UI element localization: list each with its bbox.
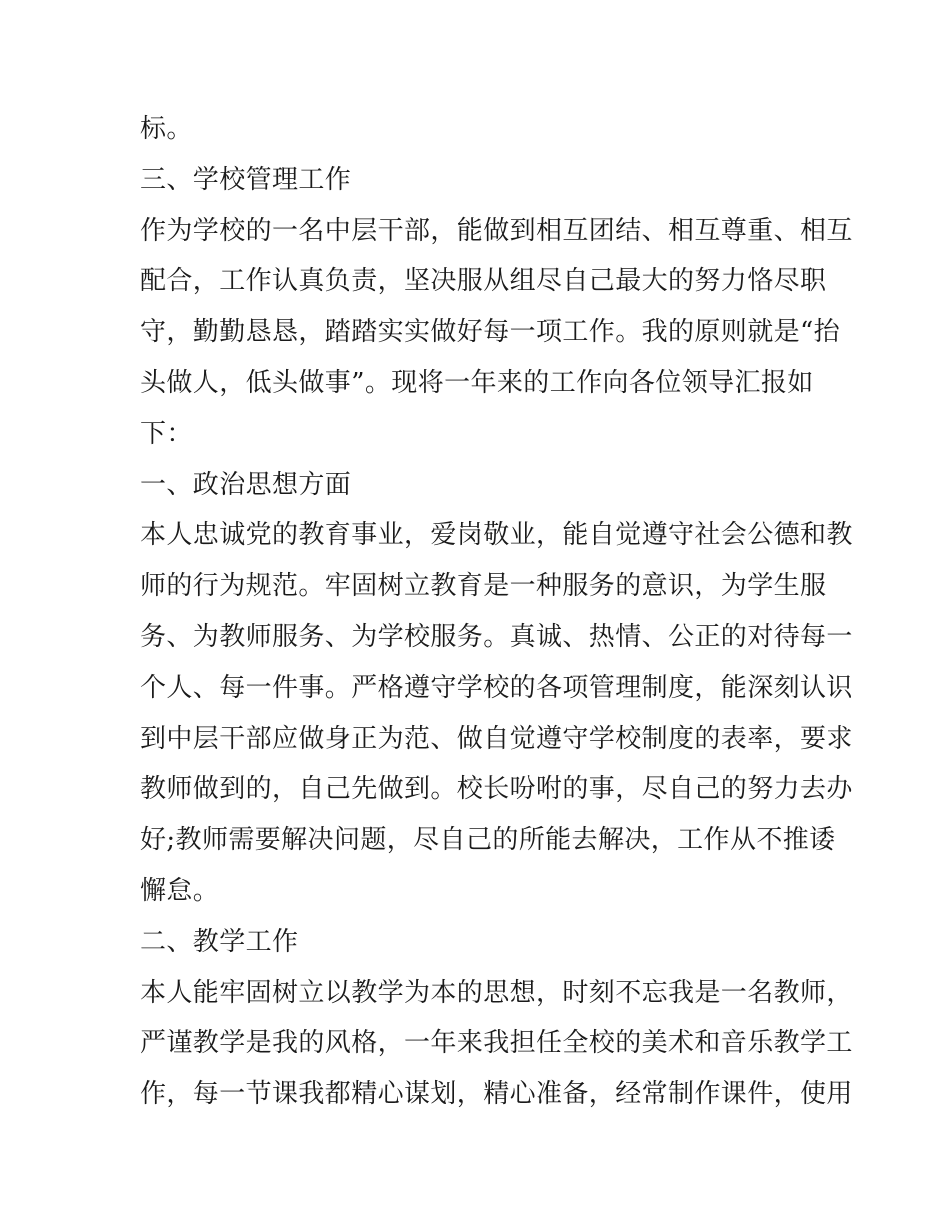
text-line: 作为学校的一名中层干部，能做到相互团结、相互尊重、相互 [140,215,853,246]
text-line: 守，勤勤恳恳，踏踏实实做好每一项工作。我的原则就是“抬 [140,317,841,348]
section-heading: 一、政治思想方面 [140,469,352,500]
text-line: 到中层干部应做身正为范、做自觉遵守学校制度的表率，要求 [140,723,853,754]
text-line: 作，每一节课我都精心谋划，精心准备，经常制作课件，使用 [140,1079,853,1110]
text-line: 务、为教师服务、为学校服务。真诚、热情、公正的对待每一 [140,621,853,652]
text-line: 懈怠。 [140,875,220,906]
text-line: 教师做到的，自己先做到。校长吩咐的事，尽自己的努力去办 [140,774,853,805]
section-heading: 二、教学工作 [140,926,299,957]
text-line: 严谨教学是我的风格，一年来我担任全校的美术和音乐教学工 [140,1028,853,1059]
text-line: 本人能牢固树立以教学为本的思想，时刻不忘我是一名教师， [140,977,853,1008]
text-line: 下： [140,418,193,449]
text-line: 个人、每一件事。严格遵守学校的各项管理制度，能深刻认识 [140,672,853,703]
document-body [140,106,853,1122]
text-line: 师的行为规范。牢固树立教育是一种服务的意识，为学生服 [140,571,827,602]
text-line: 配合，工作认真负责，坚决服从组尽自己最大的努力恪尽职 [140,266,827,297]
text-line: 标。 [140,114,193,144]
text-line: 头做人，低头做事”。现将一年来的工作向各位领导汇报如 [140,367,814,398]
text-line: 好;教师需要解决问题，尽自己的所能去解决，工作从不推诿 [140,825,836,856]
section-heading: 三、学校管理工作 [140,164,352,195]
text-line: 本人忠诚党的教育事业，爱岗敬业，能自觉遵守社会公德和教 [140,520,853,551]
